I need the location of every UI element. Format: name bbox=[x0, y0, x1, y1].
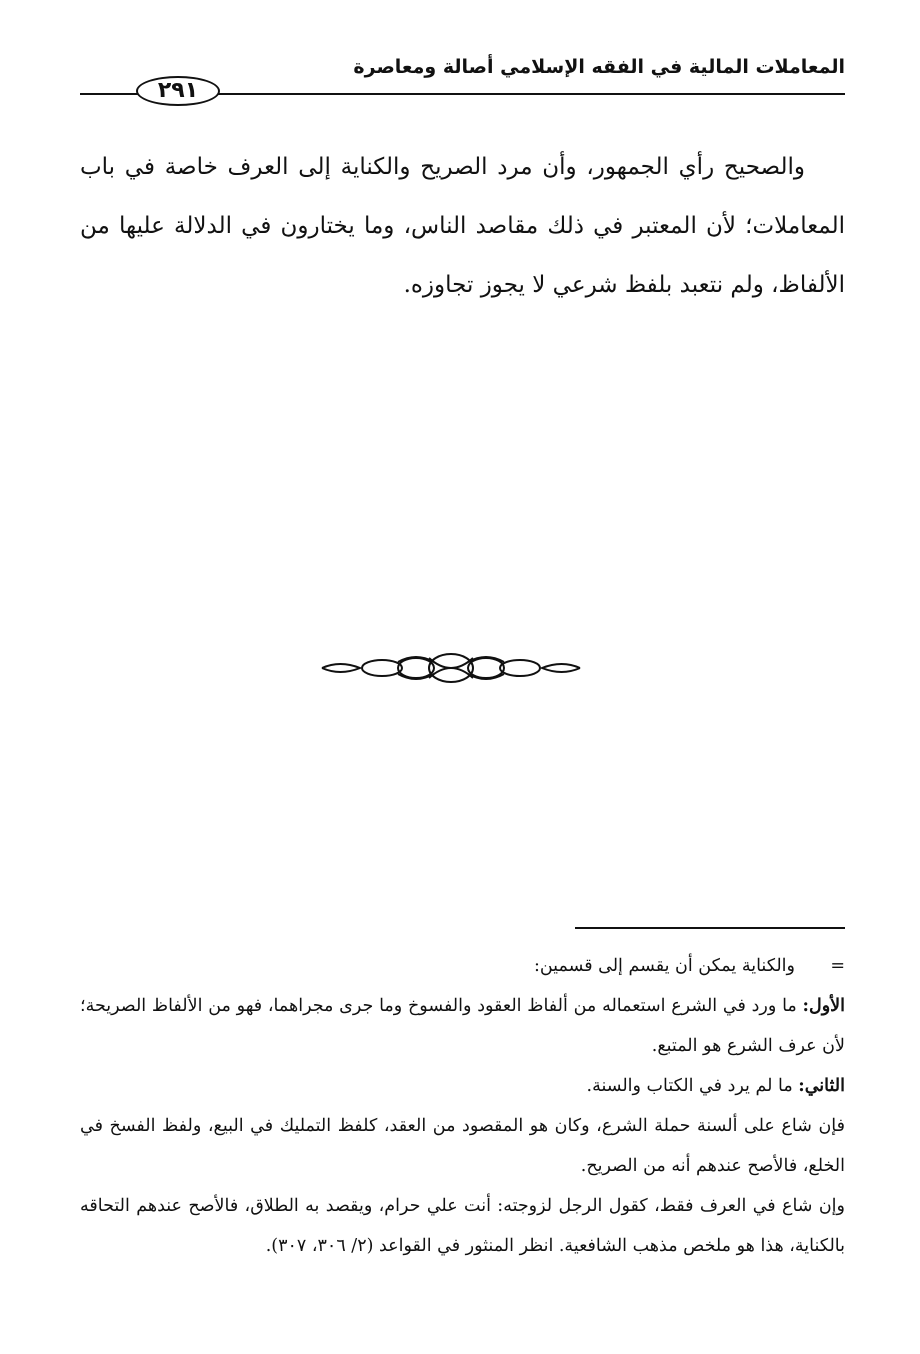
second-label: الثاني: bbox=[798, 1076, 845, 1096]
continuation-mark: = bbox=[830, 956, 845, 976]
footnote-para4: وإن شاع في العرف فقط، كقول الرجل لزوجته: أنت علي حرام، ويقصد به الطلاق، فالأصح عندهم التحاقه بالكناية، هذا هو ملخص مذهب الشافعية. انظر المنثور في القواعد (٢/ ٣٠٦، ٣٠٧). bbox=[80, 1196, 845, 1256]
ornament-divider-icon bbox=[320, 648, 582, 688]
running-header: المعاملات المالية في الفقه الإسلامي أصالة ومعاصرة bbox=[353, 56, 845, 78]
first-label: الأول: bbox=[802, 996, 845, 1016]
first-text: ما ورد في الشرع استعماله من ألفاظ العقود والفسوخ وما جرى مجراهما، فهو من الألفاظ الصريحة؛ لأن عرف الشرع هو المتبع. bbox=[80, 996, 845, 1056]
footnote-para3: فإن شاع على ألسنة حملة الشرع، وكان هو المقصود من العقد، كلفظ التمليك في البيع، ولفظ الفسخ في الخلع، فالأصح عندهم أنه من الصريح. bbox=[80, 1116, 845, 1176]
page-number-badge bbox=[136, 76, 220, 106]
main-body bbox=[80, 138, 845, 315]
footnotes bbox=[80, 946, 845, 1266]
footnote-rule bbox=[575, 927, 845, 929]
body-paragraph: والصحيح رأي الجمهور، وأن مرد الصريح والكناية إلى العرف خاصة في باب المعاملات؛ لأن المعتبر في ذلك مقاصد الناس، وما يختارون في الدلالة عليها من الألفاظ، ولم نتعبد بلفظ شرعي لا يجوز تجاوزه. bbox=[80, 154, 845, 298]
footnote-first bbox=[80, 986, 845, 1066]
footnote-intro bbox=[80, 946, 845, 986]
footnote-intro-text: والكناية يمكن أن يقسم إلى قسمين: bbox=[533, 956, 795, 976]
second-text: ما لم يرد في الكتاب والسنة. bbox=[586, 1076, 799, 1096]
page-number: ٢٩١ bbox=[157, 78, 199, 103]
footnote-second bbox=[80, 1066, 845, 1106]
